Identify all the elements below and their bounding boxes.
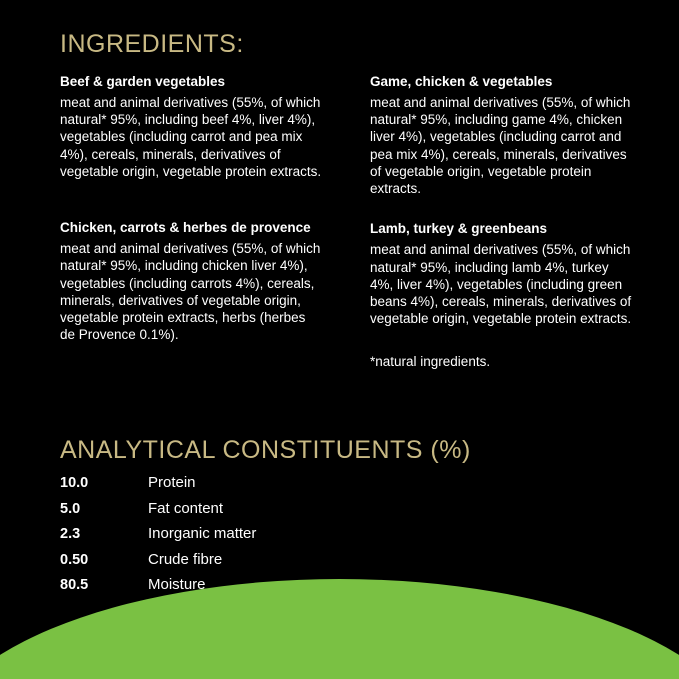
ingredients-column-right <box>370 74 632 369</box>
ingredient-variant-text: meat and animal derivatives (55%, of which natural* 95%, including chicken liver 4%), vegetables (including carrots 4%), cereals, minerals, derivatives of vegetable origin, vegetable protein extracts, herbs (herbes de Provence 0.1%). <box>60 241 321 343</box>
table-row <box>60 525 480 551</box>
constituent-value: 2.3 <box>60 526 81 542</box>
constituent-label: Protein <box>148 474 196 491</box>
analytical-constituents-heading: ANALYTICAL CONSTITUENTS (%) <box>60 436 471 464</box>
ingredient-block <box>60 74 322 180</box>
ingredient-variant-name: Lamb, turkey & greenbeans <box>370 221 548 237</box>
constituent-label: Inorganic matter <box>148 525 257 542</box>
ingredient-block <box>370 221 632 327</box>
constituent-value: 0.50 <box>60 551 89 568</box>
natural-ingredients-footnote: *natural ingredients. <box>370 353 491 369</box>
ingredient-variant-text: meat and animal derivatives (55%, of which natural* 95%, including game 4%, chicken liver 4%), vegetables (including carrot and pea mix 4%), cereals, minerals, derivatives of vegetable origin, vegetable protein extracts. <box>370 94 631 197</box>
constituent-label: Fat content <box>148 499 224 517</box>
ingredient-variant-name: Beef & garden vegetables <box>60 74 226 89</box>
ingredients-columns <box>60 74 660 369</box>
constituent-label: Moisture <box>148 576 206 593</box>
constituent-value: 5.0 <box>60 500 81 517</box>
table-row <box>60 551 480 577</box>
ingredient-variant-text: meat and animal derivatives (55%, of which natural* 95%, including lamb 4%, turkey 4%, liver 4%), vegetables (including green beans 4%), cereals, minerals, derivatives of vegetable origin, vegetable protein extracts. <box>370 242 632 327</box>
ingredients-heading: INGREDIENTS: <box>60 30 244 58</box>
constituent-value: 10.0 <box>60 475 89 491</box>
ingredient-block <box>370 74 632 197</box>
constituent-value: 80.5 <box>60 577 89 593</box>
table-row <box>60 474 480 500</box>
ingredient-variant-text: meat and animal derivatives (55%, of which natural* 95%, including beef 4%, liver 4%), vegetables (including carrot and pea mix 4%), cereals, minerals, derivatives of vegetable origin, vegetable protein extracts. <box>60 94 322 179</box>
table-row <box>60 500 480 526</box>
ingredients-column-left <box>60 74 322 369</box>
ingredient-variant-name: Game, chicken & vegetables <box>370 74 553 89</box>
ingredient-block <box>60 220 322 343</box>
constituent-label: Crude fibre <box>148 550 223 568</box>
ingredient-variant-name: Chicken, carrots & herbes de provence <box>60 220 311 236</box>
